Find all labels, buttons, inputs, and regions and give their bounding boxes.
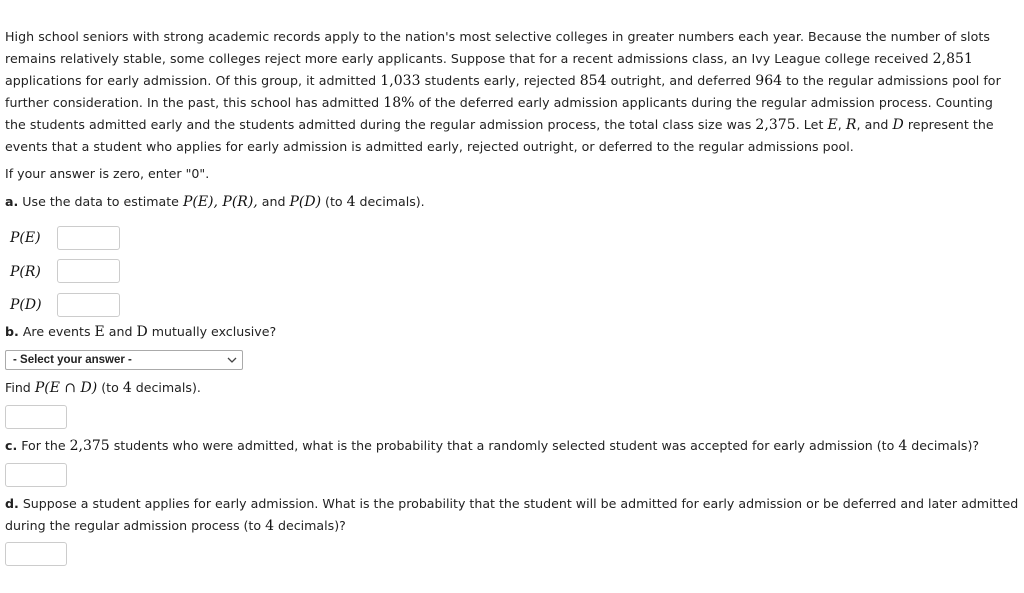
applied-count: 2,851 [932,51,973,67]
total-class-size: 2,375 [755,117,796,133]
problem-intro: High school seniors with strong academic records apply to the nation's most selective colleges in greater numbers each year. Because the number of slots remains relatively stable, some colleges reject more early applicants. Suppose that for a recent admissions class, an Ivy League college received 2,851 applications for early admission. Of this group, it admitted 1,033 students early, rejected 854 outright, and deferred 964 to the regular admissions pool for further consideration. In the past, this school has admitted 18% of the deferred early admission applicants during the regular admission process. Counting the students admitted early and the students admitted during the regular admission process, the total class size was 2,375. Let E, R, and D represent the events that a student who applies for early admission is admitted early, rejected outright, or deferred to the regular admissions pool. [5,29,1001,154]
part-b-question: b. Are events E and D mutually exclusive? [5,324,277,340]
answer-p-e[interactable] [57,226,120,250]
rejected-count: 854 [579,73,607,89]
label-p-e: P(E) [10,230,41,246]
answer-part-c[interactable] [5,463,67,487]
part-c-question: c. For the 2,375 students who were admitted, what is the probability that a randomly selected student was accepted for early admission (to 4 decimals)? [5,438,980,454]
chevron-down-icon [227,355,237,365]
answer-p-r[interactable] [57,259,120,283]
select-value: - Select your answer - [13,354,132,366]
part-d-question-line2: during the regular admission process (to 4 decimals)? [5,518,346,534]
deferred-count: 964 [755,73,783,89]
part-b-find: Find P(E ∩ D) (to 4 decimals). [5,380,201,396]
label-p-r: P(R) [10,264,41,280]
zero-note: If your answer is zero, enter "0". [5,166,210,181]
part-d-question-line1: d. Suppose a student applies for early admission. What is the probability that the student will be admitted for early admission or be deferred and later admitted [5,496,1019,511]
answer-p-d[interactable] [57,293,120,317]
admitted-count: 1,033 [380,73,421,89]
deferred-admit-percent: 18% [383,95,415,111]
answer-p-e-and-d[interactable] [5,405,67,429]
answer-part-d[interactable] [5,542,67,566]
part-a-question: a. Use the data to estimate P(E), P(R), and P(D) (to 4 decimals). [5,194,425,210]
mutually-exclusive-select[interactable] [5,350,243,370]
label-p-d: P(D) [10,297,42,313]
